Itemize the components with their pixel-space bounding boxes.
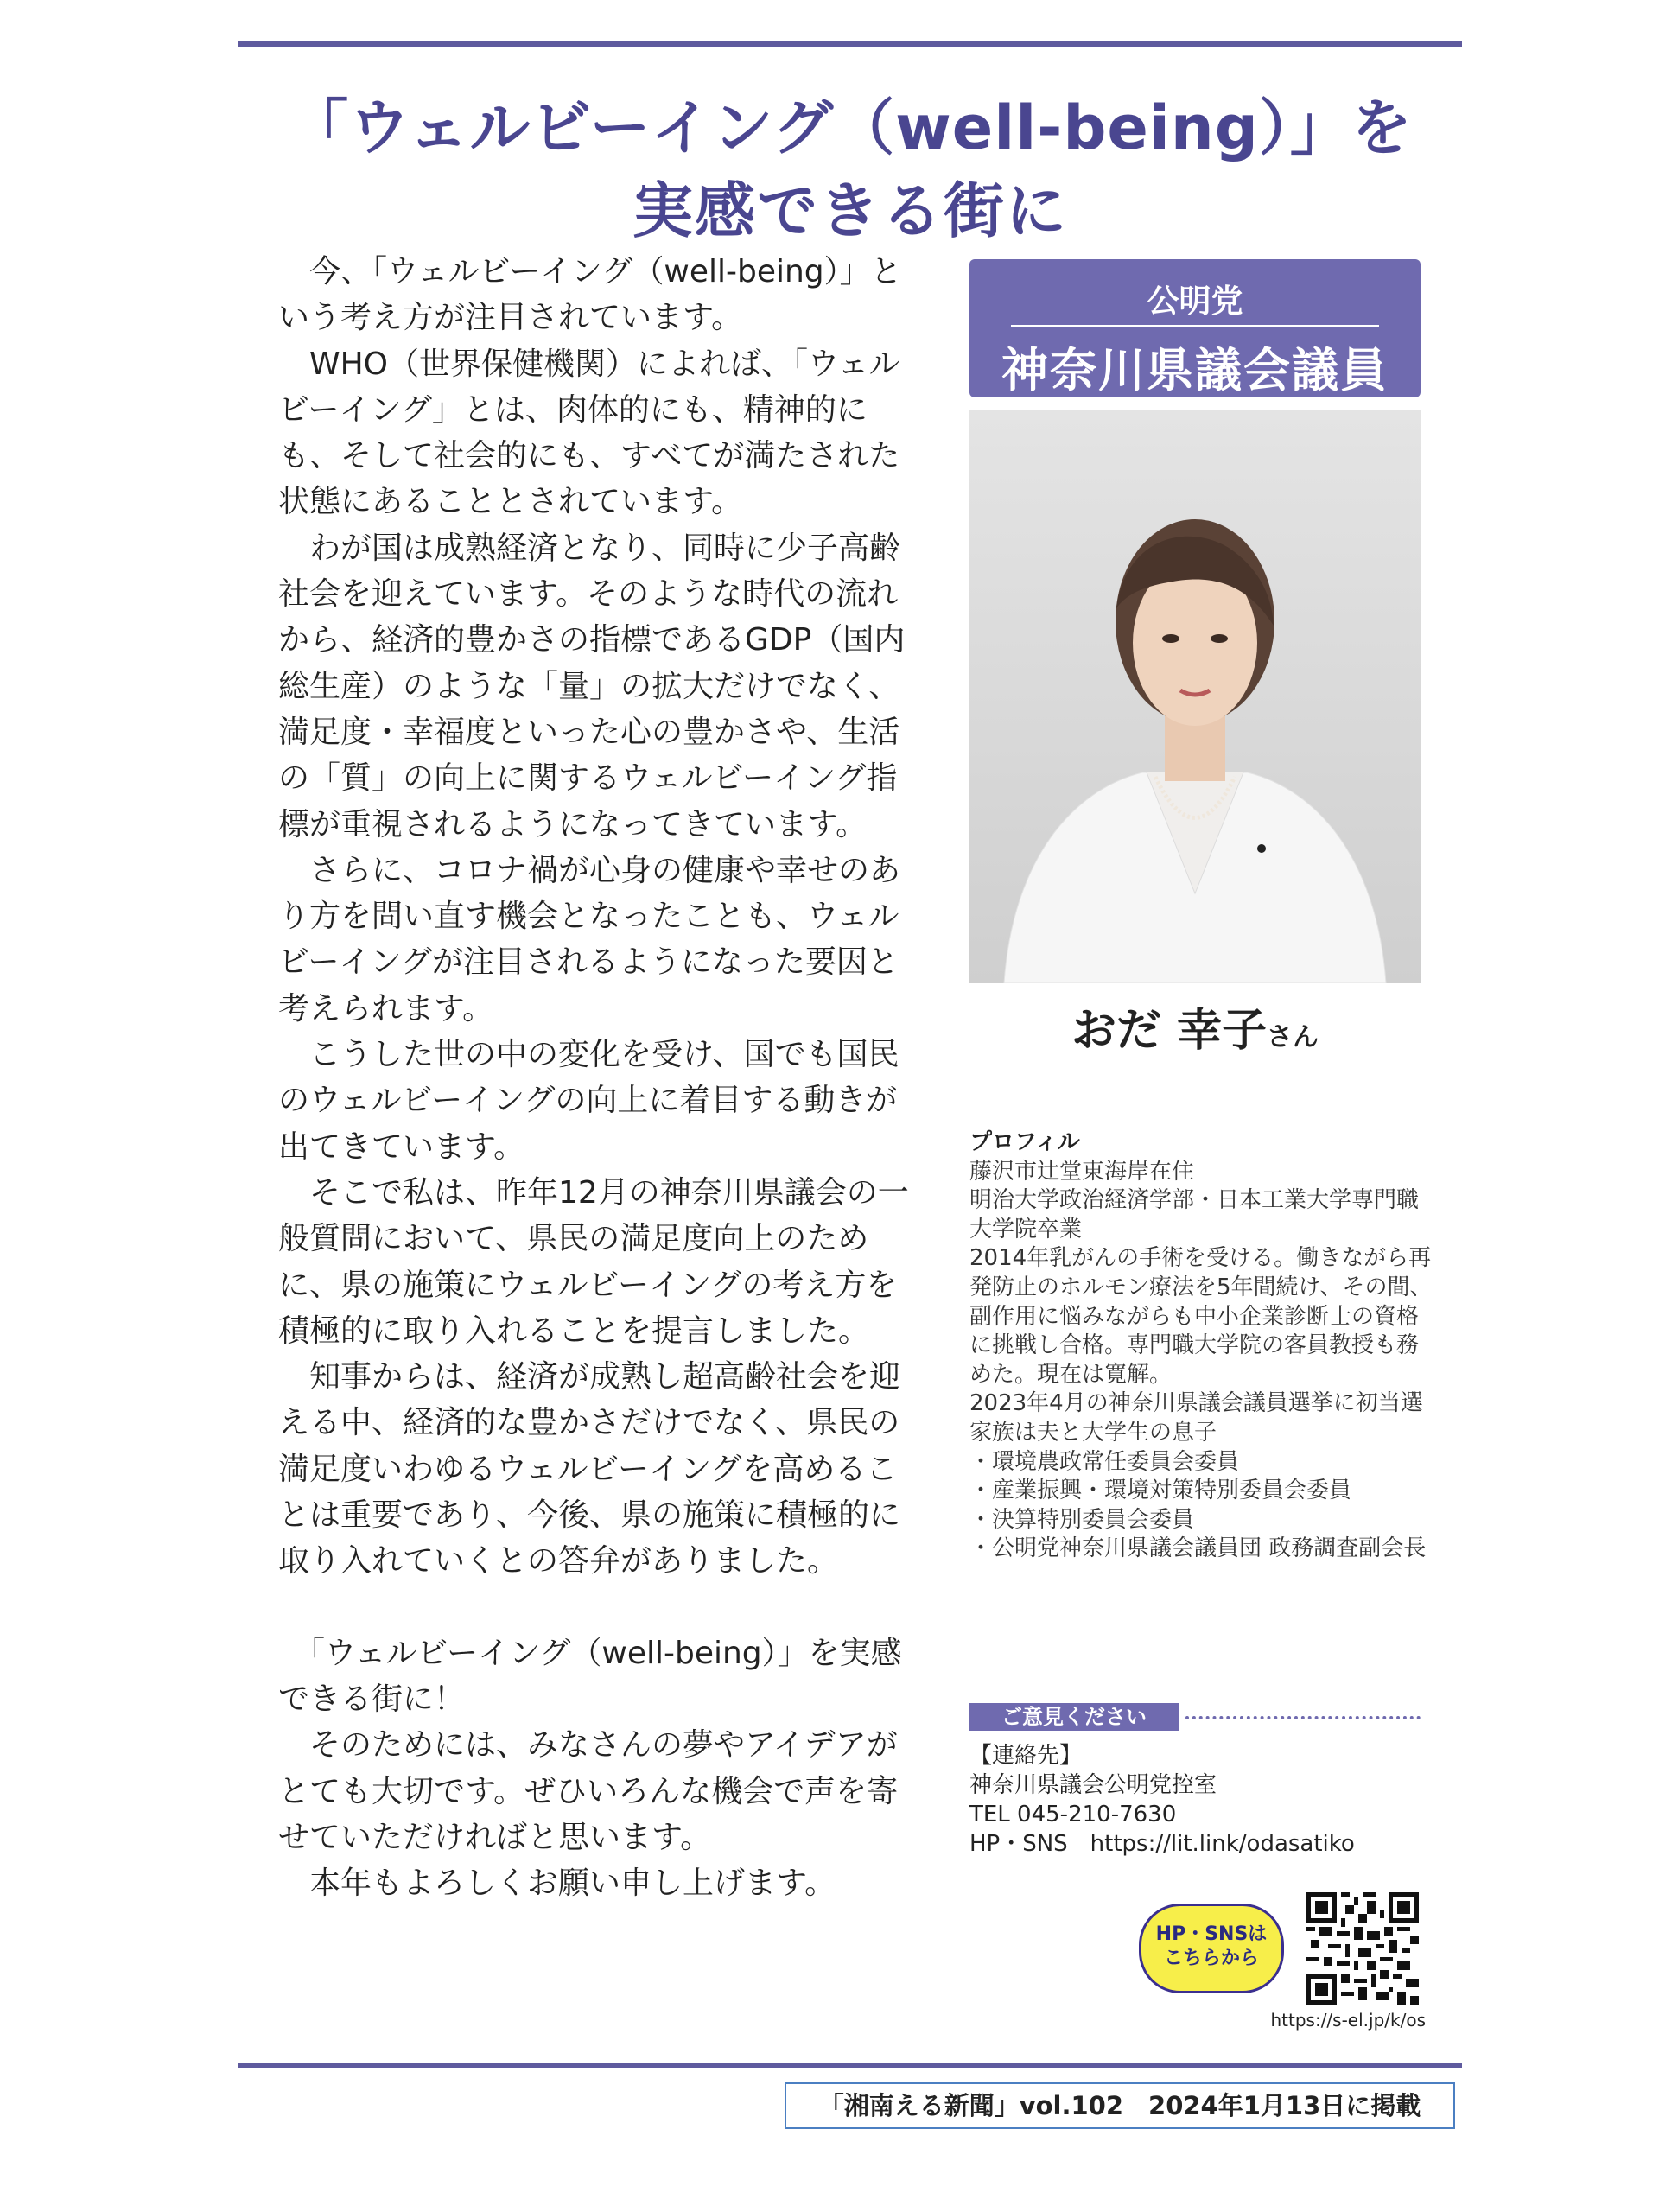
person-honorific: さん (1267, 1022, 1319, 1052)
article-paragraph: 本年もよろしくお願い申し上げます。 (278, 1866, 836, 1902)
contact-label: 【連絡先】 (969, 1743, 1083, 1769)
article-spacer (278, 1585, 925, 1630)
article-paragraph: 知事からは、経済が成熟し超高齢社会を迎える中、経済的な豊かさだけでなく、県民の満足度いわゆるウェルビーイングを高めることは重要であり、今後、県の施策に積極的に取り入れていくとの答弁がありました。 (278, 1359, 901, 1580)
opinion-dotted-line (1185, 1716, 1421, 1719)
hp-sns-bubble (1139, 1904, 1284, 1993)
hp-bubble-line-2: こちらから (1163, 1948, 1259, 1969)
article-paragraph: こうした世の中の変化を受け、国でも国民のウェルビーイングの向上に着目する動きが出てきています。 (278, 1037, 899, 1165)
profile-bullet: ・産業振興・環境対策特別委員会委員 (969, 1478, 1352, 1504)
profile-section (969, 1128, 1436, 1564)
headline-line-2: 実感できる街に (632, 175, 1068, 246)
profile-heading: プロフィル (969, 1129, 1080, 1155)
article-paragraph: さらに、コロナ禍が心身の健康や幸せのあり方を問い直す機会となったことも、ウェルビーイングが注目されるようになった要因と考えられます。 (278, 852, 901, 1027)
bottom-rule (238, 2063, 1462, 2068)
qr-url[interactable]: https://s-el.jp/k/os (1270, 2010, 1426, 2031)
profile-line: 2014年乳がんの手術を受ける。働きながら再発防止のホルモン療法を5年間続け、その間、副作用に悩みながらも中小企業診断士の資格に挑戦し合格。専門職大学院の客員教授も務めた。現在は寛解。 (969, 1245, 1433, 1388)
person-name-text: おだ 幸子 (1071, 1005, 1268, 1057)
opinion-tag: ご意見ください (969, 1703, 1179, 1731)
contact-office: 神奈川県議会公明党控室 (969, 1772, 1217, 1798)
hp-bubble-line-1: HP・SNSは (1155, 1923, 1268, 1945)
profile-bullet: ・決算特別委員会委員 (969, 1506, 1195, 1533)
top-rule (238, 41, 1462, 47)
profile-bullet: ・環境農政常任委員会委員 (969, 1448, 1240, 1475)
contact-hp-link[interactable]: HP・SNS https://lit.link/odasatiko (969, 1831, 1355, 1857)
article-paragraph: WHO（世界保健機関）によれば、「ウェルビーイング」とは、肉体的にも、精神的にも、そして社会的にも、すべてが満たされた状態にあることとされています。 (278, 346, 900, 520)
party-role: 神奈川県議会議員 (1001, 343, 1389, 397)
party-divider (1011, 325, 1379, 327)
article-paragraph: 今、「ウェルビーイング（well-being）」という考え方が注目されています。 (278, 254, 902, 336)
qr-code-icon[interactable] (1306, 1892, 1419, 2005)
contact-section (969, 1741, 1436, 1859)
article-paragraph: わが国は成熟経済となり、同時に少子高齢社会を迎えています。そのような時代の流れから、経済的豊かさの指標であるGDP（国内総生産）のような「量」の拡大だけでなく、満足度・幸福度といった心の豊かさや、生活の「質」の向上に関するウェルビーイング指標が重視されるようになってきています。 (278, 530, 906, 842)
party-badge (969, 259, 1421, 397)
profile-bullet: ・公明党神奈川県議会議員団 政務調査副会長 (969, 1535, 1427, 1562)
article-paragraph: そこで私は、昨年12月の神奈川県議会の一般質問において、県民の満足度向上のために、県の施策にウェルビーイングの考え方を積極的に取り入れることを提言しました。 (278, 1174, 909, 1349)
profile-line: 家族は夫と大学生の息子 (969, 1419, 1217, 1446)
profile-line: 2023年4月の神奈川県議会議員選挙に初当選 (969, 1390, 1423, 1417)
profile-line: 藤沢市辻堂東海岸在住 (969, 1158, 1195, 1185)
portrait-photo (969, 410, 1421, 983)
article-paragraph: そのためには、みなさんの夢やアイデアがとても大切です。ぜひいろんな機会で声を寄せていただければと思います。 (278, 1727, 899, 1855)
person-name (969, 994, 1421, 1058)
party-name: 公明党 (1147, 283, 1243, 320)
contact-tel: TEL 045-210-7630 (969, 1802, 1177, 1827)
headline-line-1: 「ウェルビーイング（well-being）」を (288, 92, 1413, 163)
article-paragraph: 「ウェルビーイング（well-being）」を実感できる街に！ (278, 1635, 902, 1717)
profile-line: 明治大学政治経済学部・日本工業大学専門職大学院卒業 (969, 1187, 1420, 1243)
source-credit: 「湘南える新聞」vol.102 2024年1月13日に掲載 (785, 2082, 1455, 2129)
article-body (278, 249, 925, 1906)
